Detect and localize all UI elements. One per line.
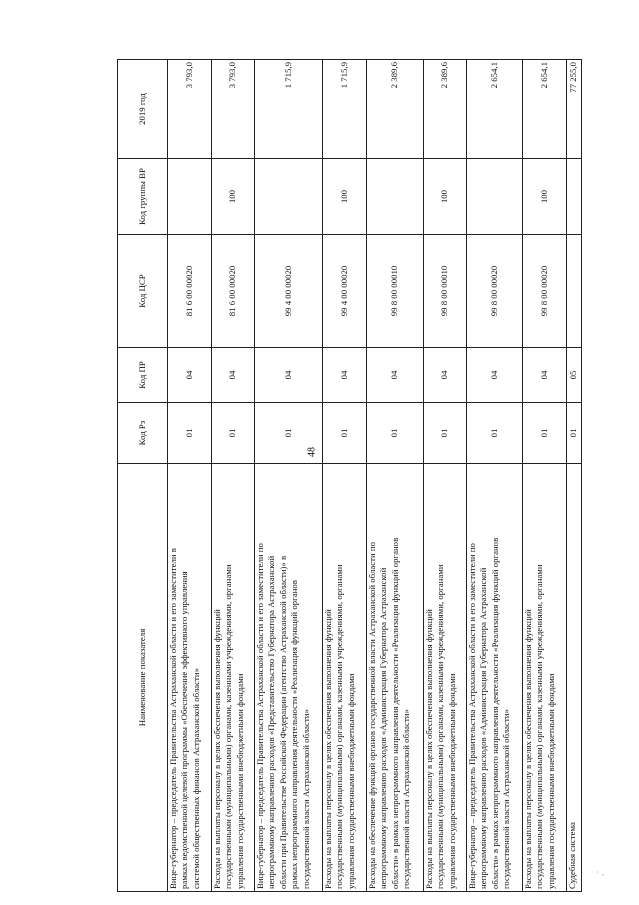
- row-name-line: непрограммному направлению расходов «Администрация Губернатора Астраханской: [378, 567, 389, 889]
- code-pr-cell: 04: [424, 348, 467, 403]
- code-vr-cell: 100: [323, 159, 367, 235]
- amount-cell: 2 389,6: [424, 60, 467, 159]
- row-name-line: государственной власти Астраханской области»: [501, 709, 512, 889]
- row-name-line: Вице-губернатор – председатель Правительства Астраханской области и его заместители в: [168, 548, 178, 889]
- row-name-line: Вице-губернатор – председатель Правительства Астраханской области и его заместители по: [255, 543, 265, 889]
- table-row: [567, 60, 582, 892]
- row-name-cell: [212, 464, 255, 892]
- table-row: [424, 60, 467, 892]
- code-vr-cell: [255, 159, 323, 235]
- amount-cell: 1 715,9: [255, 60, 323, 159]
- row-name-line: Расходы на выплаты персоналу в целях обеспечения выполнения функций: [212, 609, 222, 889]
- code-csr-cell: 99 8 00 00010: [424, 235, 467, 348]
- amount-cell: 2 654,1: [523, 60, 567, 159]
- row-name-cell: [323, 464, 367, 892]
- page-number: 48: [306, 447, 318, 457]
- table-row: [367, 60, 424, 892]
- header-name: Наименование показателя: [118, 464, 168, 892]
- amount-cell: 3 793,0: [212, 60, 255, 159]
- table-row: [212, 60, 255, 892]
- code-pr-cell: 04: [255, 348, 323, 403]
- code-pr-cell: 04: [323, 348, 367, 403]
- row-name-cell: [255, 464, 323, 892]
- row-name-line: области» в рамках непрограммного направления деятельности «Реализация функций органов: [389, 537, 400, 889]
- code-csr-cell: 99 8 00 00020: [523, 235, 567, 348]
- row-name-line: государственными (муниципальными) органами, казенными учреждениями, органами: [534, 564, 545, 889]
- code-csr-cell: [567, 235, 582, 348]
- code-rz-cell: 01: [168, 403, 212, 464]
- row-name-line: непрограммному направлению расходов «Представительство Губернатора Астраханской: [266, 555, 277, 889]
- row-name-line: Расходы на выплаты персоналу в целях обеспечения выполнения функций: [323, 609, 333, 889]
- code-pr-cell: 04: [168, 348, 212, 403]
- table-row: [168, 60, 212, 892]
- scan-mark: ˙ ·: [596, 870, 605, 880]
- row-name-line: Расходы на обеспечение функций органов государственной власти Астраханской области по: [367, 542, 377, 889]
- row-name-line: Расходы на выплаты персоналу в целях обеспечения выполнения функций: [523, 609, 533, 889]
- amount-cell: 3 793,0: [168, 60, 212, 159]
- row-name-line: Вице-губернатор – председатель Правительства Астраханской области и его заместители по: [467, 543, 477, 889]
- code-rz-cell: 01: [424, 403, 467, 464]
- row-name-line: области» в рамках непрограммного направления деятельности «Реализация функций органов: [489, 537, 500, 889]
- code-rz-cell: 01: [367, 403, 424, 464]
- header-csr: Код ЦСР: [118, 235, 168, 348]
- code-csr-cell: 99 4 00 00020: [255, 235, 323, 348]
- row-name-line: рамках ведомственной целевой программы «Обеспечение эффективного управления: [179, 571, 190, 889]
- row-name-cell: [168, 464, 212, 892]
- amount-cell: 2 654,1: [467, 60, 523, 159]
- row-name-line: государственными (муниципальными) органами, казенными учреждениями, органами: [334, 564, 345, 889]
- header-year: 2019 год: [118, 60, 168, 159]
- row-name-line: государственными (муниципальными) органами, казенными учреждениями, органами: [435, 564, 446, 889]
- table-header-row: [118, 60, 168, 892]
- row-name-line: управления государственными внебюджетными фондами: [446, 673, 457, 889]
- row-name-cell: [424, 464, 467, 892]
- row-name-cell: [523, 464, 567, 892]
- row-name-line: управления государственными внебюджетными фондами: [545, 673, 556, 889]
- amount-cell: 77 255,0: [567, 60, 582, 159]
- table-row: [467, 60, 523, 892]
- code-vr-cell: [168, 159, 212, 235]
- row-name-cell: [467, 464, 523, 892]
- code-csr-cell: 81 6 00 00020: [212, 235, 255, 348]
- code-vr-cell: [367, 159, 424, 235]
- code-pr-cell: 04: [523, 348, 567, 403]
- code-rz-cell: 01: [523, 403, 567, 464]
- row-name-line: рамках непрограммного направления деятельности «Реализация функций органов: [289, 580, 300, 889]
- code-pr-cell: 04: [212, 348, 255, 403]
- code-pr-cell: 04: [367, 348, 424, 403]
- row-name-line: Судебная система: [567, 822, 577, 889]
- code-vr-cell: [467, 159, 523, 235]
- row-name-cell: [367, 464, 424, 892]
- amount-cell: 2 389,6: [367, 60, 424, 159]
- code-rz-cell: 01: [467, 403, 523, 464]
- code-rz-cell: 01: [212, 403, 255, 464]
- table-row: [523, 60, 567, 892]
- code-rz-cell: 01: [255, 403, 323, 464]
- row-name-line: системой общественных финансов Астраханской области»: [190, 668, 201, 889]
- amount-cell: 1 715,9: [323, 60, 367, 159]
- rotated-table-area: [117, 60, 579, 892]
- code-rz-cell: 01: [323, 403, 367, 464]
- code-pr-cell: 04: [467, 348, 523, 403]
- code-csr-cell: 81 6 00 00020: [168, 235, 212, 348]
- row-name-line: государственной власти Астраханской области»: [300, 709, 311, 889]
- row-name-line: государственной власти Астраханской области»: [401, 709, 412, 889]
- code-vr-cell: 100: [523, 159, 567, 235]
- code-pr-cell: 05: [567, 348, 582, 403]
- header-rz: Код Рз: [118, 403, 168, 464]
- code-vr-cell: [567, 159, 582, 235]
- code-csr-cell: 99 4 00 00020: [323, 235, 367, 348]
- budget-table: [117, 59, 582, 892]
- table-row: [255, 60, 323, 892]
- row-name-line: Расходы на выплаты персоналу в целях обеспечения выполнения функций: [424, 609, 434, 889]
- row-name-line: государственными (муниципальными) органами, казенными учреждениями, органами: [223, 564, 234, 889]
- header-vr: Код группы ВР: [118, 159, 168, 235]
- code-csr-cell: 99 8 00 00010: [367, 235, 424, 348]
- row-name-line: непрограммному направлению расходов «Администрация Губернатора Астраханской: [478, 567, 489, 889]
- code-vr-cell: 100: [424, 159, 467, 235]
- table-body: [168, 60, 582, 892]
- row-name-line: управления государственными внебюджетными фондами: [234, 673, 245, 889]
- code-vr-cell: 100: [212, 159, 255, 235]
- header-pr: Код ПР: [118, 348, 168, 403]
- code-csr-cell: 99 8 00 00020: [467, 235, 523, 348]
- row-name-line: области при Правительстве Российской Федерации (агентство Астраханской области)» в: [277, 555, 288, 889]
- code-rz-cell: 01: [567, 403, 582, 464]
- row-name-cell: [567, 464, 582, 892]
- row-name-line: управления государственными внебюджетными фондами: [345, 673, 356, 889]
- table-row: [323, 60, 367, 892]
